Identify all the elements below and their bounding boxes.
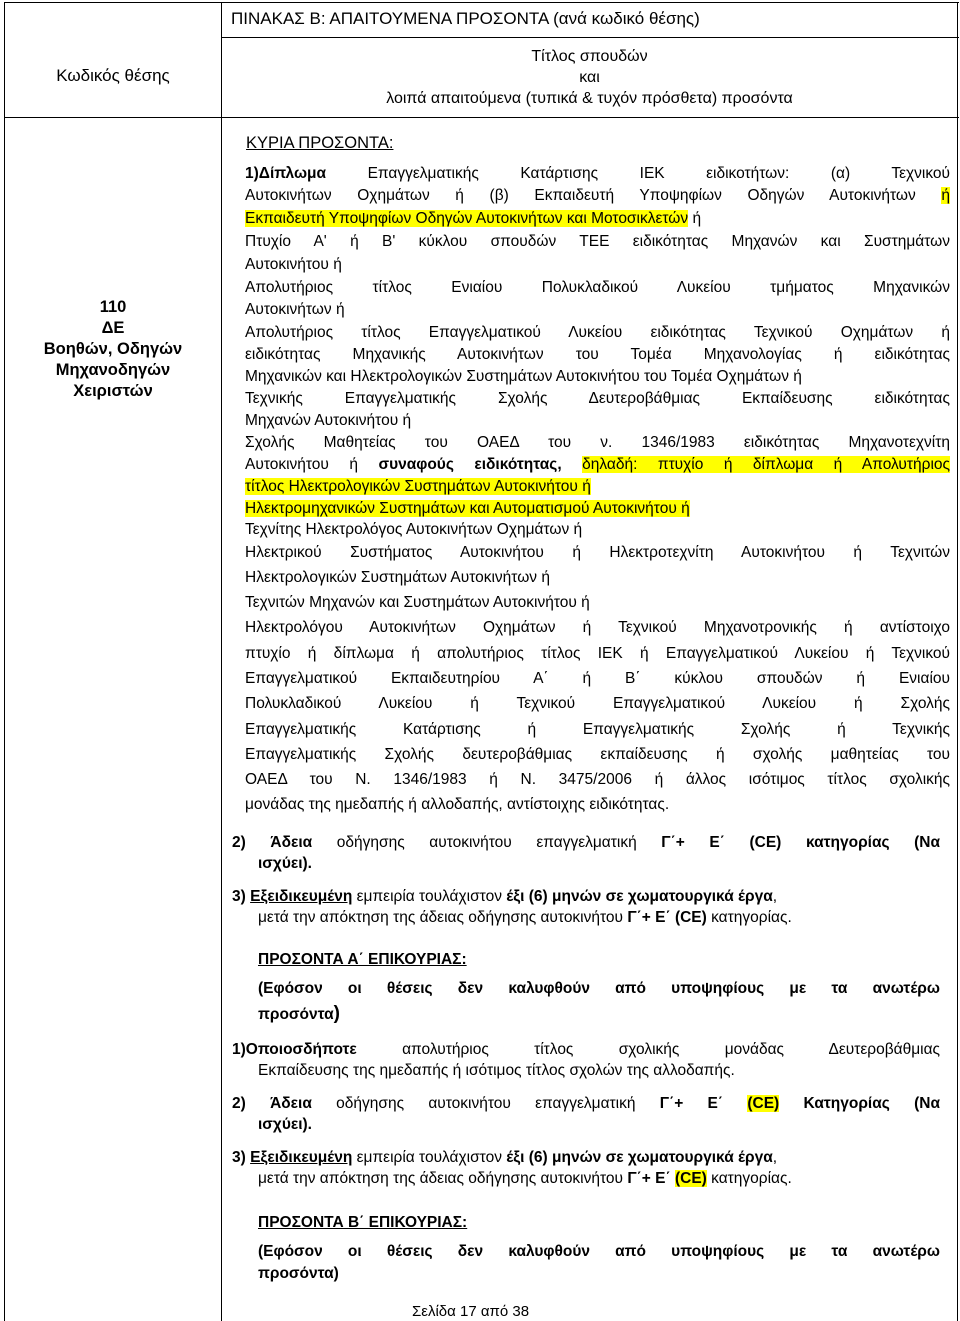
main-item1-line9: ειδικότητας Μηχανικής Αυτοκινήτων του Τομέα Μηχανολογίας ή ειδικότητας — [245, 346, 950, 363]
main-item1-line18: Ηλεκτρικού Συστήματος Αυτοκινήτου ή Ηλεκτροτεχνίτη Αυτοκινήτου ή Τεχνιτών — [245, 544, 950, 561]
main-item1-line26: Επαγγελματικής Σχολής δευτεροβάθμιας εκπαίδευσης ή σχολής μαθητείας του — [245, 746, 950, 763]
aux-a-note-line1: (Εφόσον οι θέσεις δεν καλυφθούν από υποψηφίους με τα ανωτέρω — [258, 980, 940, 997]
main-item1-line7: Αυτοκινήτων ή — [245, 301, 345, 318]
main-item1-line27: ΟΑΕΔ του Ν. 1346/1983 ή Ν. 3475/2006 ή άλλος ισότιμος τίτλος σχολικής — [245, 771, 950, 788]
position-cell — [5, 297, 221, 402]
aux-a-item2-line2: ισχύει). — [258, 1116, 312, 1133]
main-item1-line21: Ηλεκτρολόγου Αυτοκινήτων Οχημάτων ή Τεχνικού Μηχανοτρονικής ή αντίστοιχο — [245, 619, 950, 636]
main-item1-line5: Αυτοκινήτου ή — [245, 256, 342, 273]
main-item1-line15: τίτλος Ηλεκτρολογικών Συστημάτων Αυτοκινήτου ή — [245, 478, 591, 495]
position-title-3: Χειριστών — [73, 382, 153, 400]
main-item1-line1: 1)Δίπλωμα Επαγγελματικής Κατάρτισης ΙΕΚ ειδικοτήτων: (α) Τεχνικού — [245, 165, 950, 182]
main-item1-line23: Επαγγελματικού Εκπαιδευτηρίου Α΄ ή Β΄ κύκλου σπουδών ή Ενιαίου — [245, 670, 950, 687]
main-item3-line2: μετά την απόκτηση της άδειας οδήγησης αυτοκινήτου Γ΄+ Ε΄ (CE) κατηγορίας. — [258, 909, 792, 926]
position-title-2: Μηχανοδηγών — [55, 361, 171, 379]
table-header-divider — [4, 117, 959, 118]
column-header-code: Κωδικός θέσης — [56, 66, 170, 85]
aux-a-item1-line1: 1)Οποιοσδήποτε απολυτήριος τίτλος σχολικής μονάδας Δευτεροβάθμιας — [232, 1041, 940, 1058]
aux-a-note-line2: προσόντα) — [258, 1003, 340, 1024]
table-top-border — [4, 2, 959, 3]
main-item3-line1: 3) Εξειδικευμένη εμπειρία τουλάχιστον έξι (6) μηνών σε χωματουργικά έργα, — [232, 888, 778, 905]
main-item1-line6: Απολυτήριος τίτλος Ενιαίου Πολυκλαδικού Λυκείου τμήματος Μηχανικών — [245, 279, 950, 296]
page-number-footer: Σελίδα 17 από 38 — [412, 1303, 530, 1320]
main-item1-line3: Εκπαιδευτή Υποψηφίων Οδηγών Αυτοκινήτων και Μοτοσικλετών ή — [245, 210, 702, 227]
position-code: 110 — [99, 298, 127, 316]
main-item1-line2: Αυτοκινήτων Οχημάτων ή (β) Εκπαιδευτή Υποψηφίων Οδηγών Αυτοκινήτων ή — [245, 187, 950, 204]
main-item1-line11: Τεχνικής Επαγγελματικής Σχολής Δευτεροβάθμιας Εκπαίδευσης ειδικότητας — [245, 390, 950, 407]
table-column-divider — [221, 2, 222, 1321]
aux-a-item1-line2: Εκπαίδευσης της ημεδαπής ή ισότιμος τίτλος σχολών της αλλοδαπής. — [258, 1062, 735, 1079]
aux-a-heading: ΠΡΟΣΟΝΤΑ Α΄ ΕΠΙΚΟΥΡΙΑΣ: — [258, 951, 467, 968]
position-title-1: Βοηθών, Οδηγών — [43, 340, 183, 358]
main-item1-line14: Αυτοκινήτου ή συναφούς ειδικότητας, δηλαδή: πτυχίο ή δίπλωμα ή Απολυτήριος — [245, 456, 950, 473]
table-title: ΠΙΝΑΚΑΣ Β: ΑΠΑΙΤΟΥΜΕΝΑ ΠΡΟΣΟΝΤΑ (ανά κωδικό θέσης) — [231, 9, 700, 28]
aux-a-item2-line1: 2) Άδεια οδήγησης αυτοκινήτου επαγγελματική Γ΄+ Ε΄ (CE) Κατηγορίας (Να — [232, 1095, 940, 1112]
main-item1-line28: μονάδας της ημεδαπής ή αλλοδαπής, αντίστοιχης ειδικότητας. — [245, 796, 670, 813]
aux-b-note-line2: προσόντα) — [258, 1265, 339, 1282]
main-item1-line17: Τεχνίτης Ηλεκτρολόγος Αυτοκινήτων Οχημάτων ή — [245, 521, 583, 538]
main-item2-line2: ισχύει). — [258, 855, 312, 872]
main-item2-line1: 2) Άδεια οδήγησης αυτοκινήτου επαγγελματική Γ΄+ Ε΄ (CE) κατηγορίας (Να — [232, 834, 941, 851]
position-grade: ΔΕ — [101, 319, 125, 337]
main-item1-line4: Πτυχίο Α' ή Β' κύκλου σπουδών ΤΕΕ ειδικότητας Μηχανών και Συστημάτων — [245, 233, 950, 250]
table-title-divider — [221, 37, 959, 38]
main-item1-line8: Απολυτήριος τίτλος Επαγγελματικού Λυκείου ειδικότητας Τεχνικού Οχημάτων ή — [245, 324, 950, 341]
main-item1-line20: Τεχνιτών Μηχανών και Συστημάτων Αυτοκινήτου ή — [245, 594, 590, 611]
column-header-qualifications: Τίτλος σπουδών και λοιπά απαιτούμενα (τυπικά & τυχόν πρόσθετα) προσόντα — [386, 48, 793, 107]
table-left-border — [4, 2, 5, 1321]
main-item1-line25: Επαγγελματικής Κατάρτισης ή Επαγγελματικής Σχολής ή Τεχνικής — [245, 721, 950, 738]
main-item1-line22: πτυχίο ή δίπλωμα ή απολυτήριος τίτλος ΙΕΚ ή Επαγγελματικού Λυκείου ή Τεχνικού — [245, 645, 950, 662]
main-item1-line16: Ηλεκτρομηχανικών Συστημάτων και Αυτοματισμού Αυτοκινήτου ή — [245, 500, 690, 517]
main-item1-line13: Σχολής Μαθητείας του ΟΑΕΔ του ν. 1346/1983 ειδικότητας Μηχανοτεχνίτη — [245, 434, 950, 451]
aux-b-heading: ΠΡΟΣΟΝΤΑ Β΄ ΕΠΙΚΟΥΡΙΑΣ: — [258, 1214, 468, 1231]
aux-a-item3-line1: 3) Εξειδικευμένη εμπειρία τουλάχιστον έξι (6) μηνών σε χωματουργικά έργα, — [232, 1149, 778, 1166]
main-item1-line19: Ηλεκτρολογικών Συστημάτων Αυτοκινήτων ή — [245, 569, 550, 586]
aux-b-note-line1: (Εφόσον οι θέσεις δεν καλυφθούν από υποψηφίους με τα ανωτέρω — [258, 1243, 940, 1260]
main-item1-line24: Πολυκλαδικού Λυκείου ή Τεχνικού Επαγγελματικού Λυκείου ή Σχολής — [245, 695, 950, 712]
table-right-border — [957, 2, 958, 1321]
main-item1-line10: Μηχανικών και Ηλεκτρολογικών Συστημάτων Αυτοκινήτου του Τομέα Οχημάτων ή — [245, 368, 802, 385]
main-qualifications-heading: ΚΥΡΙΑ ΠΡΟΣΟΝΤΑ: — [246, 134, 394, 152]
main-item1-line12: Μηχανών Αυτοκινήτου ή — [245, 412, 412, 429]
aux-a-item3-line2: μετά την απόκτηση της άδειας οδήγησης αυτοκινήτου Γ΄+ Ε΄ (CE) κατηγορίας. — [258, 1170, 792, 1187]
